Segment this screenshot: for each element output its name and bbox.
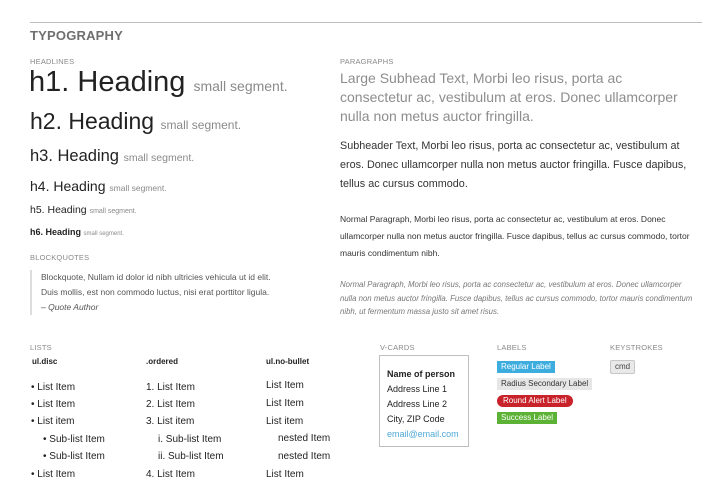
round-alert-label: Round Alert Label [497,395,573,407]
list-item: 3. List item [146,416,195,427]
sub-list-item: • Sub-list Item [43,451,105,462]
success-label: Success Label [497,412,557,424]
italic-paragraph: Normal Paragraph, Morbi leo risus, porta ac consectetur ac, vestibulum at eros. Donec ullamcorper nulla non metus auctor fringilla. Fusce dapibus, tellus ac cursus commodo, tortor mauris condimentum nibh, ut fermentum massa justo sit amet risus. [340,280,693,316]
h4-text: h4. Heading [30,178,106,194]
h3-segment: small segment. [123,152,195,164]
list-item: List Item [266,398,304,409]
list-item: • List Item [31,382,76,393]
list-item: 4. List Item [146,469,195,480]
list-disc-title: ul.disc [32,357,58,366]
keystroke-cmd: cmd [610,360,635,374]
paragraphs-label: PARAGRAPHS [340,57,394,66]
list-item: • List item [31,416,75,427]
h5-text: h5. Heading [30,204,87,216]
blockquote [30,270,331,315]
page-title: TYPOGRAPHY [30,28,124,43]
blockquotes-label: BLOCKQUOTES [30,253,90,262]
h2-segment: small segment. [160,118,242,132]
h4-heading [30,178,167,194]
headlines-label: HEADLINES [30,57,75,66]
h3-heading [30,147,194,166]
h2-heading [30,108,241,135]
list-item: List item [266,416,304,427]
h4-segment: small segment. [109,183,167,193]
sub-list-item: i. Sub-list Item [158,434,222,445]
vcard-email-link[interactable]: email@email.com [387,429,459,439]
vcard-name: Name of person [387,369,456,379]
list-ordered-title: .ordered [146,357,179,366]
h5-heading [30,204,137,216]
list-nobullet-title: ul.no-bullet [266,357,310,366]
sub-list-item: ii. Sub-list Item [158,451,224,462]
nested-list-item: nested Item [278,451,331,462]
h3-text: h3. Heading [30,147,119,165]
h2-text: h2. Heading [30,108,155,134]
blockquote-line: Blockquote, Nullam id dolor id nibh ultricies vehicula ut id elit. [41,272,271,282]
vcard-city: City, ZIP Code [387,414,445,424]
list-item: List Item [266,469,304,480]
list-item: 2. List Item [146,399,195,410]
h1-segment: small segment. [193,78,288,94]
vcard [379,355,469,447]
subheader-paragraph: Subheader Text, Morbi leo risus, porta ac consectetur ac, vestibulum at eros. Donec ullamcorper nulla non metus auctor fringilla. Fusce dapibus, tellus ac cursus commodo. [340,140,687,190]
h1-heading [29,66,288,99]
vcard-address-line-2: Address Line 2 [387,399,448,409]
quote-author: – Quote Author [41,302,99,312]
list-item: • List Item [31,399,76,410]
vcards-label: V-CARDS [380,343,415,352]
h6-text: h6. Heading [30,227,82,237]
large-subhead-paragraph: Large Subhead Text, Morbi leo risus, porta ac consectetur ac, vestibulum at eros. Donec ullamcorper nulla non metus auctor fringilla. [340,70,678,124]
radius-secondary-label: Radius Secondary Label [497,378,592,390]
h1-text: h1. Heading [29,66,186,98]
h6-heading [30,227,124,237]
normal-paragraph: Normal Paragraph, Morbi leo risus, porta ac consectetur ac, vestibulum at eros. Donec ullamcorper nulla non metus auctor fringilla. Fusce dapibus, tellus ac cursus commodo, tortor mauris condimentum nibh. [340,214,690,258]
list-item: 1. List Item [146,382,195,393]
list-item: • List Item [31,469,76,480]
h6-segment: small segment. [83,231,124,237]
regular-label: Regular Label [497,361,555,373]
list-item: List Item [266,380,304,391]
keystrokes-label: KEYSTROKES [610,343,663,352]
h5-segment: small segment. [89,208,137,215]
blockquote-line: Duis mollis, est non commodo luctus, nisi erat porttitor ligula. [41,287,270,297]
lists-label: LISTS [30,343,52,352]
labels-label: LABELS [497,343,527,352]
nested-list-item: nested Item [278,433,331,444]
top-divider [30,22,702,23]
sub-list-item: • Sub-list Item [43,434,105,445]
vcard-address-line-1: Address Line 1 [387,384,448,394]
